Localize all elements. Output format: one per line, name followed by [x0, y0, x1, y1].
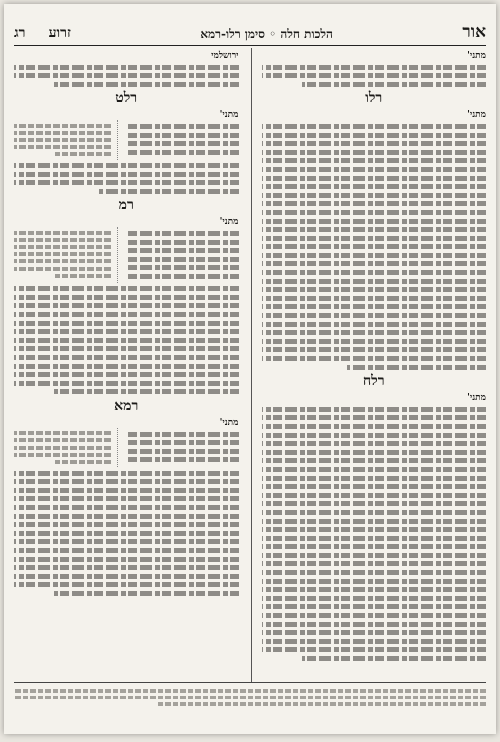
opening-lead: מתני' [467, 51, 486, 61]
book-page [4, 4, 496, 734]
section-lead: מתני' [219, 417, 239, 428]
page-number: רג [14, 25, 26, 41]
section-heading: רלו [365, 90, 383, 107]
section-lead: מתני' [467, 393, 486, 404]
footnotes [14, 682, 486, 726]
section-lead: מתני' [219, 217, 239, 228]
left-column [14, 48, 239, 682]
section-heading: רמא [114, 397, 139, 414]
right-column [251, 48, 487, 682]
section-lead: מתני' [467, 110, 486, 121]
section-lead: מתני' [219, 110, 239, 121]
section-heading: רמ [118, 197, 134, 214]
opening-lead: ירושלמי [211, 51, 239, 61]
running-header [14, 12, 486, 46]
section-heading: רלח [362, 373, 385, 390]
section-heading: רלט [115, 90, 138, 107]
work-title-left: זרוע [48, 25, 71, 41]
chapter-heading: הלכות חלה ◦ סימן רלו-רמא [200, 27, 333, 41]
work-title-right: אור [462, 22, 486, 42]
